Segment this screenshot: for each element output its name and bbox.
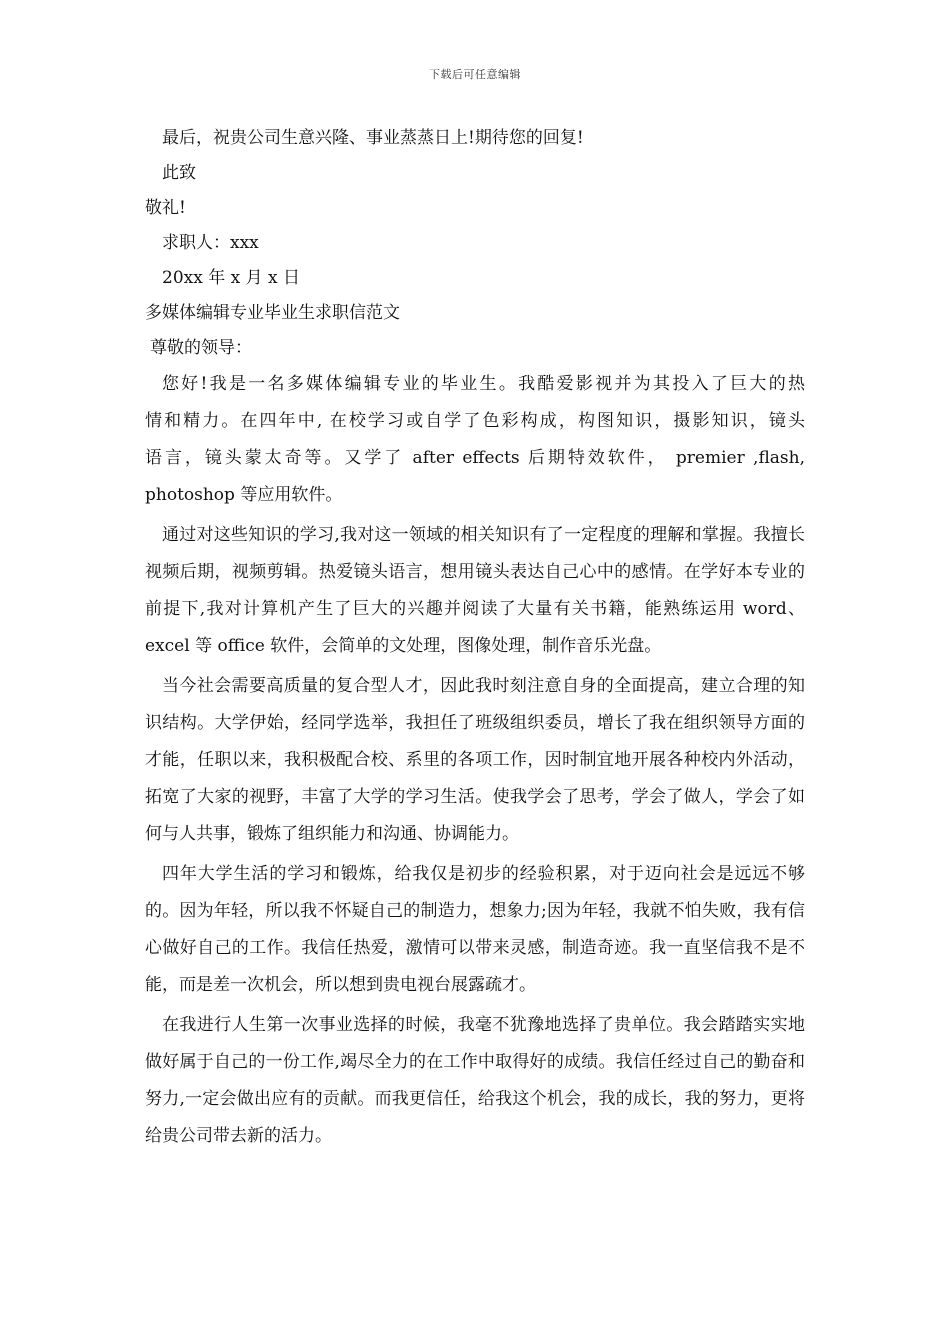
paragraph-1-line-2: 情和精力。在四年中, 在校学习或自学了色彩构成，构图知识，摄影知识，镜头 — [145, 411, 805, 431]
salutation: 尊敬的领导： — [150, 338, 252, 358]
closing-ci-zhi: 此致 — [162, 163, 196, 183]
paragraph-1-line-4: photoshop 等应用软件。 — [145, 485, 343, 505]
paragraph-1-line-1: 您好!我是一名多媒体编辑专业的毕业生。我酷爱影视并为其投入了巨大的热 — [162, 374, 805, 394]
page-header: 下载后可任意编辑 — [429, 68, 521, 81]
paragraph-4: 四年大学生活的学习和锻炼，给我仅是初步的经验积累，对于迈向社会是远远不够的。因为年轻，所以我不怀疑自己的制造力，想象力;因为年轻，我就不怕失败，我有信心做好自己的工作。我信任热爱，激情可以带来灵感，制造奇迹。我一直坚信我不是不能，而是差一次机会，所以想到贵电视台展露疏才。 — [145, 864, 805, 995]
letter-date: 20xx 年 x 月 x 日 — [162, 268, 301, 288]
applicant-signature: 求职人：xxx — [162, 233, 259, 253]
paragraph-1-line-3: 语言，镜头蒙太奇等。又学了 after effects 后期特效软件， premier ,flash, — [145, 448, 805, 468]
paragraph-5: 在我进行人生第一次事业选择的时候，我毫不犹豫地选择了贵单位。我会踏踏实实地做好属于自己的一份工作,竭尽全力的在工作中取得好的成绩。我信任经过自己的勤奋和努力,一定会做出应有的贡献。而我更信任，给我这个机会，我的成长，我的努力，更将给贵公司带去新的活力。 — [145, 1015, 805, 1146]
paragraph-3: 当今社会需要高质量的复合型人才，因此我时刻注意自身的全面提高，建立合理的知识结构。大学伊始，经同学选举，我担任了班级组织委员，增长了我在组织领导方面的才能，任职以来，我积极配合校、系里的各项工作，因时制宜地开展各种校内外活动，拓宽了大家的视野，丰富了大学的学习生活。使我学会了思考，学会了做人，学会了如何与人共事，锻炼了组织能力和沟通、协调能力。 — [145, 676, 805, 844]
paragraph-1 — [145, 366, 805, 514]
closing-wish: 最后，祝贵公司生意兴隆、事业蒸蒸日上!期待您的回复! — [162, 128, 584, 148]
paragraph-2: 通过对这些知识的学习,我对这一领域的相关知识有了一定程度的理解和掌握。我擅长视频后期，视频剪辑。热爱镜头语言，想用镜头表达自己心中的感情。在学好本专业的前提下,我对计算机产生了巨大的兴趣并阅读了大量有关书籍，能熟练运用 word、excel 等 office 软件，会简单的文处理，图像处理，制作音乐光盘。 — [145, 525, 805, 656]
closing-jing-li: 敬礼! — [145, 198, 186, 218]
letter-title: 多媒体编辑专业毕业生求职信范文 — [145, 303, 400, 323]
document-body — [145, 121, 805, 1158]
